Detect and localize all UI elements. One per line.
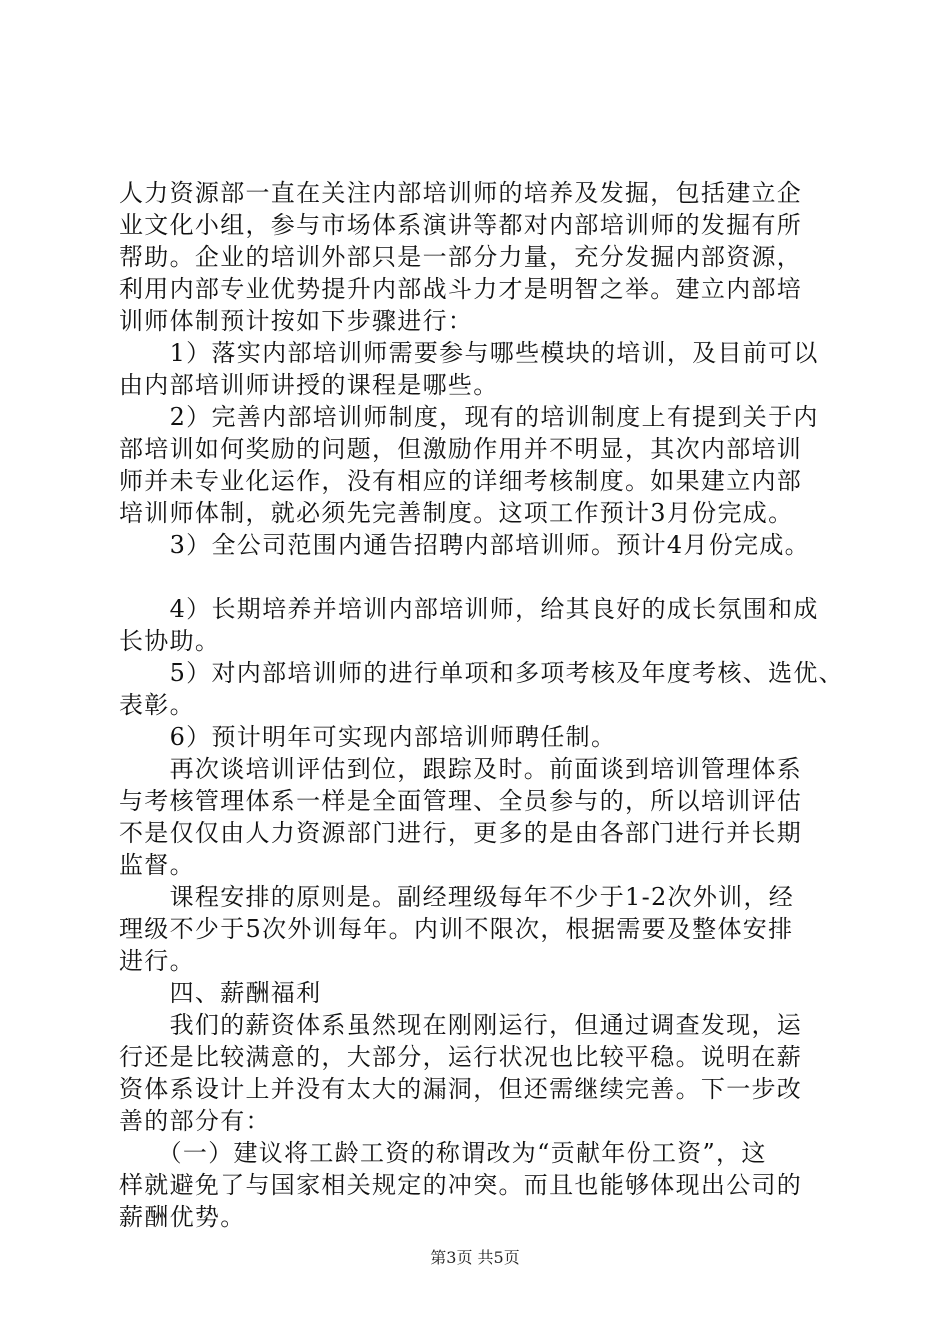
text-line: 资体系设计上并没有太大的漏洞，但还需继续完善。下一步改 <box>119 1075 803 1103</box>
text-line: 薪酬优势。 <box>119 1203 246 1231</box>
text-line: 进行。 <box>119 947 195 975</box>
text-line: 4）长期培养并培训内部培训师，给其良好的成长氛围和成 <box>119 595 819 623</box>
text-line: 监督。 <box>119 851 195 879</box>
text-line: 人力资源部一直在关注内部培训师的培养及发掘，包括建立企 <box>119 179 803 207</box>
text-line: 帮助。企业的培训外部只是一部分力量，充分发掘内部资源， <box>119 243 803 271</box>
text-line: 不是仅仅由人力资源部门进行，更多的是由各部门进行并长期 <box>119 819 803 847</box>
text-line: 培训师体制，就必须先完善制度。这项工作预计3月份完成。 <box>119 499 794 527</box>
page-number-footer: 第3页 共5页 <box>430 1248 520 1267</box>
text-line: 样就避免了与国家相关规定的冲突。而且也能够体现出公司的 <box>119 1171 803 1199</box>
text-line: 5）对内部培训师的进行单项和多项考核及年度考核、选优、 <box>119 659 844 687</box>
text-line: 我们的薪资体系虽然现在刚刚运行，但通过调查发现，运 <box>119 1011 803 1039</box>
text-line: 与考核管理体系一样是全面管理、全员参与的，所以培训评估 <box>119 787 803 815</box>
text-line: （一）建议将工龄工资的称谓改为“贡献年份工资”，这 <box>119 1139 767 1167</box>
text-line: 表彰。 <box>119 691 195 719</box>
text-line: 行还是比较满意的，大部分，运行状况也比较平稳。说明在薪 <box>119 1043 803 1071</box>
section-heading: 四、薪酬福利 <box>119 979 322 1007</box>
text-line: 由内部培训师讲授的课程是哪些。 <box>119 371 499 399</box>
text-line: 业文化小组，参与市场体系演讲等都对内部培训师的发掘有所 <box>119 211 803 239</box>
text-line: 师并未专业化运作，没有相应的详细考核制度。如果建立内部 <box>119 467 803 495</box>
text-line: 课程安排的原则是。副经理级每年不少于1-2次外训，经 <box>119 883 795 911</box>
text-line: 2）完善内部培训师制度，现有的培训制度上有提到关于内 <box>119 403 819 431</box>
text-line: 训师体制预计按如下步骤进行： <box>119 307 474 335</box>
text-line: 6）预计明年可实现内部培训师聘任制。 <box>119 723 617 751</box>
text-line: 3）全公司范围内通告招聘内部培训师。预计4月份完成。 <box>119 531 810 559</box>
text-line: 再次谈培训评估到位，跟踪及时。前面谈到培训管理体系 <box>119 755 803 783</box>
text-line: 理级不少于5次外训每年。内训不限次，根据需要及整体安排 <box>119 915 794 943</box>
text-line: 利用内部专业优势提升内部战斗力才是明智之举。建立内部培 <box>119 275 803 303</box>
text-line: 部培训如何奖励的问题，但激励作用并不明显，其次内部培训 <box>119 435 803 463</box>
text-line: 1）落实内部培训师需要参与哪些模块的培训，及目前可以 <box>119 339 819 367</box>
text-line: 长协助。 <box>119 627 221 655</box>
text-line: 善的部分有： <box>119 1107 271 1135</box>
